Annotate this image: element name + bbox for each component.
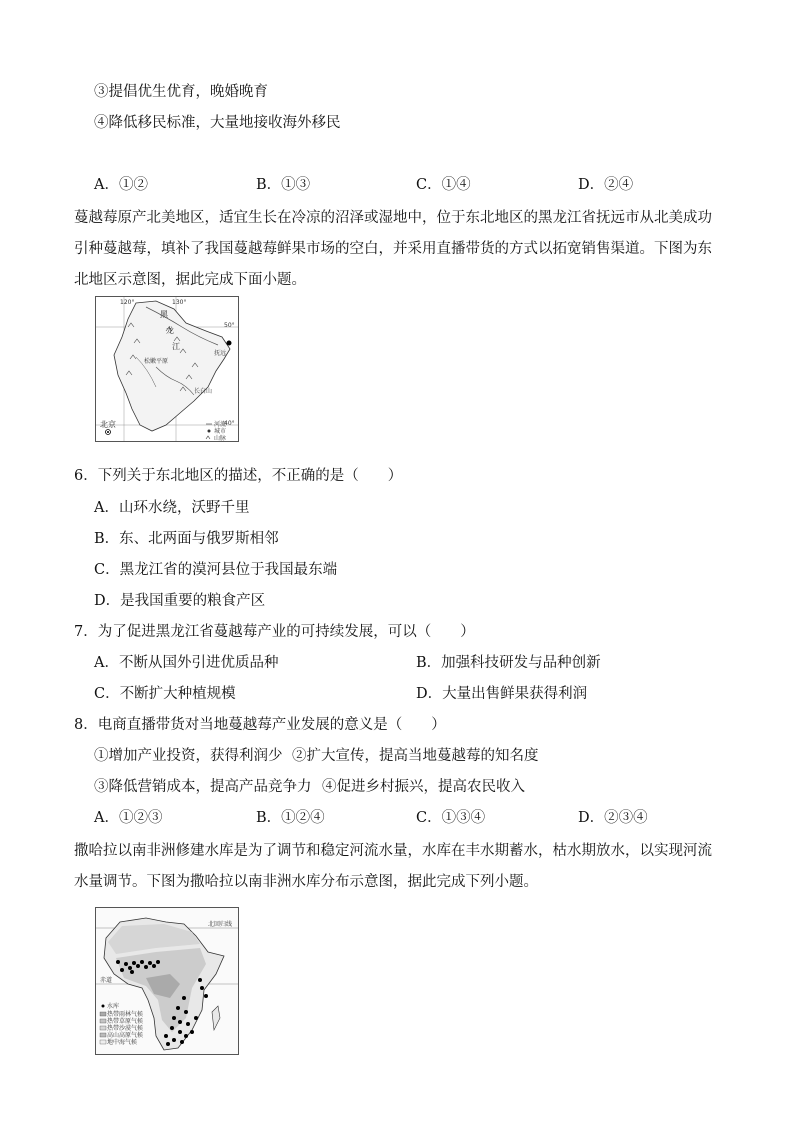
q7-option-b[interactable]: B．加强科技研发与品种创新 <box>416 655 601 671</box>
q8-item-2: ②扩大宣传，提高当地蔓越莓的知名度 <box>292 748 539 764</box>
q5-option-b[interactable]: B．①③ <box>256 177 311 193</box>
q7-option-a[interactable]: A．不断从国外引进优质品种 <box>94 655 279 671</box>
label-jiang: 江 <box>172 342 180 351</box>
q8-item-3: ③降低营销成本，提高产品竞争力 <box>94 779 312 795</box>
q6-option-d[interactable]: D．是我国重要的粮食产区 <box>94 593 266 609</box>
q5-option-d[interactable]: D．②④ <box>578 177 634 193</box>
label-changbai-mountain: 长白山 <box>194 388 213 395</box>
passage-africa-reservoirs: 撒哈拉以南非洲修建水库是为了调节和稳定河流水量，水库在丰水期蓄水，枯水期放水，以实现河流水量调节。下图为撒哈拉以南非洲水库分布示意图，据此完成下列小题。 <box>74 843 712 890</box>
passage-cranberry: 蔓越莓原产北美地区，适宜生长在冷凉的沼泽或湿地中，位于东北地区的黑龙江省抚远市从北美成功引种蔓越莓，填补了我国蔓越莓鲜果市场的空白，并采用直播带货的方式以拓宽销售渠道。下图为东北地区示意图，据此完成下面小题。 <box>74 210 712 288</box>
label-long: 龙 <box>166 326 174 335</box>
q7-stem: 7．为了促进黑龙江省蔓越莓产业的可持续发展，可以（ ） <box>74 624 475 640</box>
equator-label: 赤道 <box>100 977 113 984</box>
legend-savanna: 热带草原气候 <box>107 1018 144 1025</box>
label-songnen-plain: 松嫩平原 <box>144 358 169 365</box>
lat-40-label: 40° <box>224 420 235 427</box>
fuyuan-city-marker <box>227 341 232 346</box>
lon-130-label: 130° <box>172 299 187 306</box>
label-fuyuan: 抚远 <box>214 350 227 357</box>
q8-option-a[interactable]: A．①②③ <box>94 810 163 826</box>
q6-option-c[interactable]: C．黑龙江省的漠河县位于我国最东端 <box>94 562 338 578</box>
africa-reservoir-map <box>95 907 239 1055</box>
legend-city: 城市 <box>214 428 227 435</box>
q8-stem: 8．电商直播带货对当地蔓越莓产业发展的意义是（ ） <box>74 717 446 733</box>
q8-option-b[interactable]: B．①②④ <box>256 810 325 826</box>
q6-option-b[interactable]: B．东、北两面与俄罗斯相邻 <box>94 531 279 547</box>
q7-option-c[interactable]: C．不断扩大种植规模 <box>94 686 236 702</box>
q6-stem: 6．下列关于东北地区的描述，不正确的是（ ） <box>74 468 403 484</box>
q6-option-a[interactable]: A．山环水绕，沃野千里 <box>94 500 250 516</box>
q5-item-3: ④降低移民标准，大量地接收海外移民 <box>94 115 341 131</box>
legend-desert: 热带沙漠气候 <box>107 1025 144 1032</box>
lon-120-label: 120° <box>120 299 135 306</box>
label-hei: 黑 <box>160 310 168 319</box>
legend-highland: 高山高原气候 <box>107 1032 144 1039</box>
q8-item-1: ①增加产业投资，获得利润少 <box>94 748 283 764</box>
q8-option-c[interactable]: C．①③④ <box>416 810 486 826</box>
legend-mediterranean: 地中海气候 <box>107 1039 138 1046</box>
northeast-china-map <box>95 296 239 442</box>
legend-mountain: 山脉 <box>214 435 227 441</box>
q5-item-2: ③提倡优生优育，晚婚晚育 <box>94 84 268 100</box>
tropic-label: 北回归线 <box>208 921 233 928</box>
q8-option-d[interactable]: D．②③④ <box>578 810 648 826</box>
legend-rainforest: 热带雨林气候 <box>107 1011 144 1018</box>
label-beijing: 北京 <box>100 420 116 429</box>
q8-item-4: ④促进乡村振兴，提高农民收入 <box>322 779 525 795</box>
q5-option-c[interactable]: C．①④ <box>416 177 471 193</box>
lat-50-label: 50° <box>224 322 235 329</box>
q5-option-a[interactable]: A．①② <box>94 177 148 193</box>
legend-reservoir: 水库 <box>107 1003 120 1010</box>
legend-river: 河流 <box>214 421 227 428</box>
q7-option-d[interactable]: D．大量出售鲜果获得利润 <box>416 686 588 702</box>
